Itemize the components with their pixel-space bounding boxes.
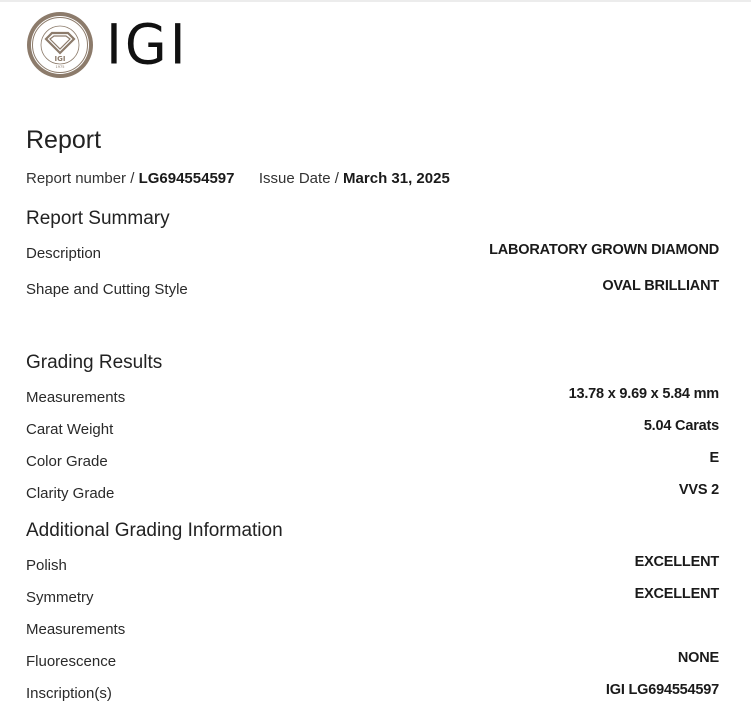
igi-wordmark: IGI: [106, 12, 189, 77]
issue-date: March 31, 2025: [343, 170, 450, 187]
row-label: Symmetry: [26, 589, 94, 606]
row-value: E: [709, 450, 719, 466]
section-title-grading-results: Grading Results: [26, 352, 163, 373]
row-carat-weight: [26, 418, 719, 441]
row-label: Inscription(s): [26, 685, 112, 702]
row-label: Polish: [26, 557, 67, 574]
row-label: Clarity Grade: [26, 485, 115, 502]
row-value: VVS 2: [678, 482, 719, 498]
row-inscriptions: [26, 682, 719, 705]
row-value: LABORATORY GROWN DIAMOND: [489, 242, 719, 258]
row-symmetry: [26, 586, 719, 609]
report-number-label: Report number /: [26, 170, 135, 187]
igi-seal-icon: [26, 11, 94, 79]
row-label: Measurements: [26, 621, 126, 638]
row-value: 13.78 x 9.69 x 5.84 mm: [568, 386, 719, 402]
row-clarity-grade: [26, 482, 719, 505]
row-value: NONE: [677, 650, 719, 666]
row-shape: [26, 278, 719, 301]
row-value: 5.04 Carats: [643, 418, 719, 434]
row-fluorescence: [26, 650, 719, 673]
top-divider: [0, 0, 751, 2]
row-color-grade: [26, 450, 719, 473]
svg-text:IGI: IGI: [54, 55, 66, 63]
row-value: IGI LG694554597: [605, 682, 719, 698]
row-value: OVAL BRILLIANT: [602, 278, 719, 294]
igi-logo[interactable]: [26, 11, 189, 79]
row-description: [26, 242, 719, 265]
row-value: EXCELLENT: [634, 554, 719, 570]
row-polish: [26, 554, 719, 577]
report-meta: [26, 170, 450, 187]
section-title-report-summary: Report Summary: [26, 208, 170, 229]
row-label: Color Grade: [26, 453, 108, 470]
page-title: Report: [26, 126, 102, 154]
report-number: LG694554597: [138, 170, 235, 187]
section-title-additional-grading: Additional Grading Information: [26, 520, 283, 541]
row-label: Measurements: [26, 389, 126, 406]
row-label: Description: [26, 245, 102, 262]
issue-date-label: Issue Date /: [258, 170, 339, 187]
row-value: EXCELLENT: [634, 586, 719, 602]
row-label: Carat Weight: [26, 421, 114, 438]
svg-text:1975: 1975: [55, 65, 65, 69]
row-measurements: [26, 386, 719, 409]
row-additional-measurements: [26, 621, 719, 641]
row-label: Fluorescence: [26, 653, 117, 670]
row-label: Shape and Cutting Style: [26, 281, 188, 298]
